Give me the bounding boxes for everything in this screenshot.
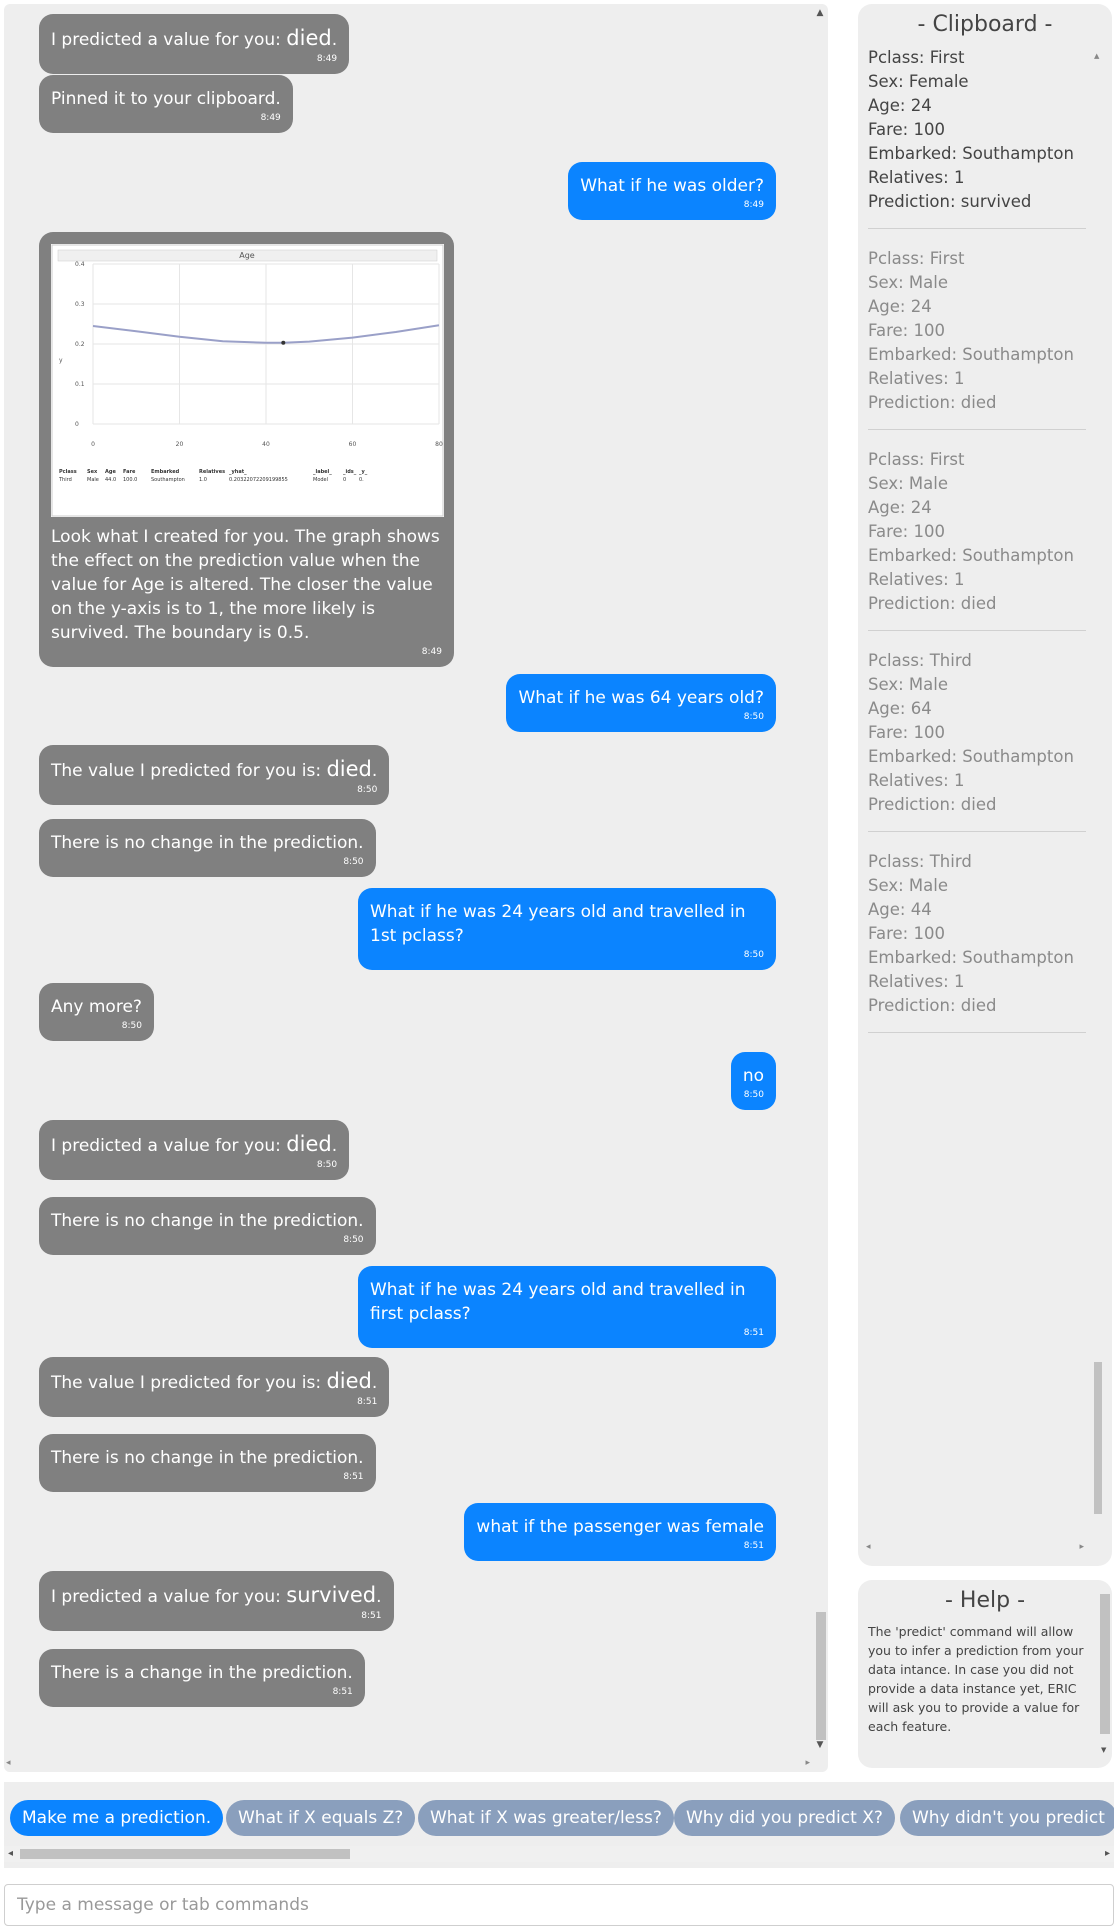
entry-line: Fare: 100 [868,120,945,139]
message-time: 8:50 [743,950,764,960]
chart-table-cell: 0. [359,477,364,483]
bot-chart-message [39,232,454,667]
bot-message [39,14,349,74]
message-time: 8:49 [316,54,338,64]
clipboard-entry[interactable] [868,247,1086,430]
chart-xtick-label: 0 [91,441,95,448]
clipboard-entry[interactable] [868,649,1086,832]
message-time: 8:51 [743,1541,764,1551]
message-time: 8:51 [343,1472,364,1482]
message-time: 8:50 [743,712,764,722]
clipboard-title: - Clipboard - [917,12,1053,37]
message-time: 8:50 [343,1235,364,1245]
message-text: what if the passenger was female [476,1517,764,1537]
bot-message [39,983,154,1041]
message-text: I predicted a value for you: [51,1587,281,1607]
message-text: Any more? [51,997,142,1017]
entry-line: Pclass: Third [868,651,972,670]
user-message [464,1503,776,1561]
user-message [568,162,776,220]
message-text: no [742,1066,764,1086]
scroll-right-icon[interactable]: ▸ [805,1758,810,1768]
chart-table-header: Relatives [199,469,226,475]
message-time: 8:51 [361,1611,382,1621]
chart-ytick-label: 0.1 [75,381,85,388]
entry-line: Pclass: Third [868,852,972,871]
message-text: There is a change in the prediction. [51,1663,353,1683]
message-input-wrapper [4,1884,1114,1926]
message-text: Look what I created for you. The graph shows the effect on the prediction value when the value for Age is altered. The closer the value on the y-axis is to 1, the more likely is survived. The boundary is 0.5. [51,527,440,643]
chart-table-cell: Model [313,477,329,483]
chart-table-header: _yhat_ [229,469,247,475]
clipboard-scrollbar[interactable] [1094,52,1102,1512]
suggestion-why-not-predict[interactable]: Why didn't you predict [900,1800,1114,1836]
entry-line: Sex: Male [868,675,948,694]
message-text: There is no change in the prediction. [51,1211,364,1231]
scroll-down-icon[interactable]: ▼ [1101,1746,1107,1754]
prediction-value: died [286,26,332,50]
prediction-value: survived [286,1583,377,1607]
entry-line: Pclass: First [868,249,965,268]
scroll-down-icon[interactable]: ▼ [816,1740,824,1750]
chart-title: Age [239,251,255,260]
message-text: What if he was 64 years old? [518,688,764,708]
entry-line: Fare: 100 [868,924,945,943]
message-input[interactable] [5,1885,1113,1925]
help-scroll-thumb[interactable] [1100,1594,1110,1734]
entry-line: Prediction: died [868,795,997,814]
entry-line: Age: 24 [868,498,932,517]
suggestion-what-if-greater[interactable]: What if X was greater/less? [418,1800,674,1836]
bot-message [39,819,376,877]
chart-table-header: _label_ [313,469,332,475]
message-time: 8:51 [332,1687,353,1697]
message-suffix: . [371,761,378,781]
bot-message [39,1649,365,1707]
message-text: Pinned it to your clipboard. [51,89,281,109]
chart-xtick-label: 80 [435,441,443,448]
message-text: What if he was 24 years old and travelled in 1st pclass? [370,902,746,946]
chat-panel[interactable] [4,4,828,1772]
clipboard-entry[interactable] [868,46,1086,229]
message-text: There is no change in the prediction. [51,1448,364,1468]
scroll-right-icon[interactable]: ▸ [1104,1848,1110,1859]
entry-line: Sex: Male [868,273,948,292]
entry-line: Sex: Male [868,474,948,493]
bot-message [39,1434,376,1492]
bot-message [39,1120,349,1180]
message-text: The value I predicted for you is: [51,1373,322,1393]
bot-message [39,745,389,805]
clipboard-hscrollbar[interactable] [866,1542,1084,1556]
chart-observation-point [281,341,285,345]
prediction-value: died [326,1369,372,1393]
entry-line: Relatives: 1 [868,168,965,187]
message-text: What if he was older? [580,176,764,196]
entry-line: Prediction: died [868,594,997,613]
bot-message [39,1571,394,1631]
entry-line: Age: 44 [868,900,932,919]
chart-table-cell: 44.0 [105,477,117,483]
message-text: The value I predicted for you is: [51,761,322,781]
chart-table-header: Pclass [59,469,77,475]
chat-hscrollbar[interactable] [4,1756,812,1772]
chart-xtick-label: 20 [175,441,184,448]
entry-line: Sex: Female [868,72,969,91]
help-text: The 'predict' command will allow you to infer a prediction from your data intance. In case you did not provide a data instance yet, ERIC will ask you to provide a value for each feature. [868,1624,1084,1734]
suggestion-what-if-equals[interactable]: What if X equals Z? [226,1800,415,1836]
entry-line: Age: 24 [868,297,932,316]
entry-line: Relatives: 1 [868,972,965,991]
chart-ytick-label: 0.4 [75,261,85,268]
message-suffix: . [331,30,338,50]
message-time: 8:49 [260,113,281,123]
message-time: 8:50 [316,1160,338,1170]
age-effect-chart [51,244,444,517]
chat-scrollbar[interactable] [812,4,828,1772]
entry-line: Fare: 100 [868,321,945,340]
scroll-up-icon[interactable]: ▲ [816,8,824,18]
user-message [358,888,776,970]
message-time: 8:51 [357,1397,378,1407]
chart-table-header: _ids_ [343,469,357,475]
chart-table-header: Sex [87,469,98,475]
chart-xtick-label: 40 [262,441,270,448]
chart-table-cell: Male [87,477,99,483]
message-suffix: . [376,1587,382,1607]
scroll-left-icon[interactable]: ◂ [6,1758,11,1768]
scroll-up-icon[interactable]: ▲ [1094,52,1100,60]
suggestion-scroll-thumb[interactable] [20,1849,350,1859]
help-scrollbar[interactable] [1100,1594,1110,1754]
chart-svg [51,244,444,517]
chart-table-header: Fare [123,469,136,475]
entry-line: Relatives: 1 [868,369,965,388]
message-time: 8:50 [743,1090,764,1100]
message-text: There is no change in the prediction. [51,833,364,853]
help-panel [858,1580,1112,1768]
entry-line: Pclass: First [868,450,965,469]
message-time: 8:50 [343,857,364,867]
user-message [731,1052,776,1110]
bot-message [39,75,293,133]
chart-table-cell: 0 [343,477,347,483]
entry-line: Embarked: Southampton [868,546,1074,565]
user-message [506,674,776,732]
bot-message [39,1197,376,1255]
entry-line: Prediction: died [868,393,997,412]
message-time: 8:49 [743,200,764,210]
entry-line: Sex: Male [868,876,948,895]
suggestion-hscrollbar[interactable] [4,1846,1114,1862]
entry-line: Age: 64 [868,699,932,718]
chart-ytick-label: 0.3 [75,301,85,308]
entry-line: Prediction: survived [868,192,1032,211]
help-title: - Help - [944,1588,1026,1613]
chart-xtick-label: 60 [348,441,357,448]
clipboard-entry[interactable] [868,448,1086,631]
chat-scroll-thumb[interactable] [816,1612,826,1740]
entry-line: Fare: 100 [868,723,945,742]
message-time: 8:50 [357,785,378,795]
message-time: 8:50 [121,1021,142,1031]
prediction-value: died [286,1132,332,1156]
chart-ytick-label: 0.2 [75,341,85,348]
entry-line: Embarked: Southampton [868,144,1074,163]
clipboard-panel [858,4,1112,1566]
entry-line: Prediction: died [868,996,997,1015]
entry-line: Embarked: Southampton [868,345,1074,364]
entry-line: Embarked: Southampton [868,948,1074,967]
user-message [358,1266,776,1348]
chart-table-cell: Third [59,477,72,483]
entry-line: Embarked: Southampton [868,747,1074,766]
entry-line: Age: 24 [868,96,932,115]
message-text: I predicted a value for you: [51,1136,281,1156]
entry-line: Pclass: First [868,48,965,67]
entry-line: Fare: 100 [868,522,945,541]
chart-ytick-label: 0 [75,421,79,428]
suggestion-make-prediction[interactable]: Make me a prediction. [10,1800,223,1836]
clipboard-scroll-thumb[interactable] [1094,1362,1102,1514]
chart-table-header: _y_ [359,469,368,475]
chart-table-header: Age [105,469,116,475]
suggestion-bar [4,1782,1114,1868]
message-time: 8:51 [743,1328,764,1338]
chart-table-cell: 100.0 [123,477,138,483]
clipboard-entry[interactable] [868,850,1086,1033]
scroll-left-icon[interactable]: ◂ [866,1542,871,1552]
message-suffix: . [331,1136,338,1156]
scroll-left-icon[interactable]: ◂ [8,1848,14,1859]
suggestion-why-predict[interactable]: Why did you predict X? [674,1800,895,1836]
bot-message [39,1357,389,1417]
entry-line: Relatives: 1 [868,771,965,790]
scroll-right-icon[interactable]: ▸ [1079,1542,1084,1552]
chart-table-header: Embarked [151,469,180,475]
chart-table-cell: 0.20322072209199855 [229,477,288,483]
chart-frame [52,245,443,516]
message-text: What if he was 24 years old and travelled in first pclass? [370,1280,746,1324]
chart-table-cell: 1.0 [199,477,207,483]
message-suffix: . [371,1373,378,1393]
message-text: I predicted a value for you: [51,30,281,50]
chart-table-cell: Southampton [151,477,185,483]
prediction-value: died [326,757,372,781]
chart-ylabel: y [59,357,63,364]
message-time: 8:49 [421,647,442,657]
entry-line: Relatives: 1 [868,570,965,589]
